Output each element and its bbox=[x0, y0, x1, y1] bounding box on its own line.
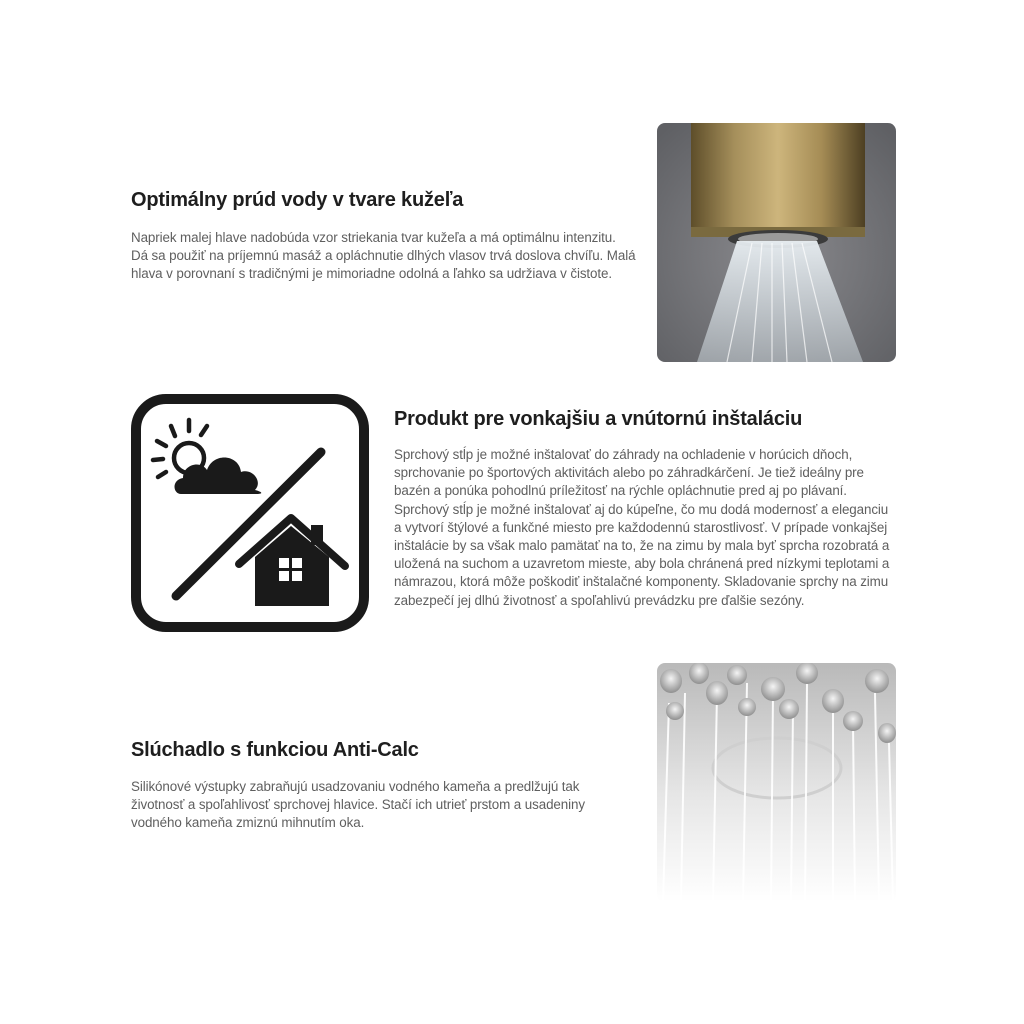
section-1-text: Napriek malej hlave nadobúda vzor striekania tvar kužeľa a má optimálnu intenzitu. Dá sa použiť na príjemnú masáž a opláchnutie dlhých vlasov trvá doslova chvíľu. Malá hlava v porovnaní s tradičnými je mimoriadne odolná a ľahko sa udržiava v čistote. bbox=[131, 230, 636, 282]
section-2-title: Produkt pre vonkajšiu a vnútornú inštaláciu bbox=[394, 408, 803, 430]
brass-shower-head-spray-photo bbox=[657, 123, 896, 362]
indoor-outdoor-icon-wrap bbox=[131, 394, 369, 632]
section-2-text: Sprchový stĺp je možné inštalovať do záhrady na ochladenie v horúcich dňoch, sprchovanie po športových aktivitách alebo po záhradkárčení. Je tiež ideálny pre bazén a ponúka pohodlnú príležitosť na rýchle opláchnutie pred aj po plávaní. Sprchový stĺp je možné inštalovať aj do kúpeľne, čo mu dodá modernosť a eleganciu a vytvorí štýlové a funkčné miesto pre každodennú starostlivosť. V prípade vonkajšej inštalácie by sa však malo pamätať na to, že na zimu by mala byť sprcha rozobratá a uložená na suchom a uzavretom mieste, aby bola chránená pred nízkymi teplotami a námrazou, ktorá môže poškodiť inštalačné komponenty. Skladovanie sprchy na zimu zabezpečí jej dlhú životnosť a spoľahlivú prevádzku pre ďalšie sezóny. bbox=[394, 447, 890, 608]
shower-head-photo bbox=[657, 123, 896, 362]
indoor-outdoor-icon bbox=[131, 394, 369, 632]
house-icon bbox=[239, 518, 345, 606]
anti-calc-photo bbox=[657, 663, 896, 902]
section-1-title: Optimálny prúd vody v tvare kužeľa bbox=[131, 189, 464, 211]
anti-calc-nozzles-photo bbox=[657, 663, 896, 902]
cloud-icon bbox=[175, 457, 262, 494]
section-3-title: Slúchadlo s funkciou Anti-Calc bbox=[131, 739, 419, 761]
section-3-text: Silikónové výstupky zabraňujú usadzovaniu vodného kameňa a predlžujú tak životnosť a spoľahlivosť sprchovej hlavice. Stačí ich utrieť prstom a usadeniny vodného kameňa zmiznú mihnutím oka. bbox=[131, 779, 585, 831]
